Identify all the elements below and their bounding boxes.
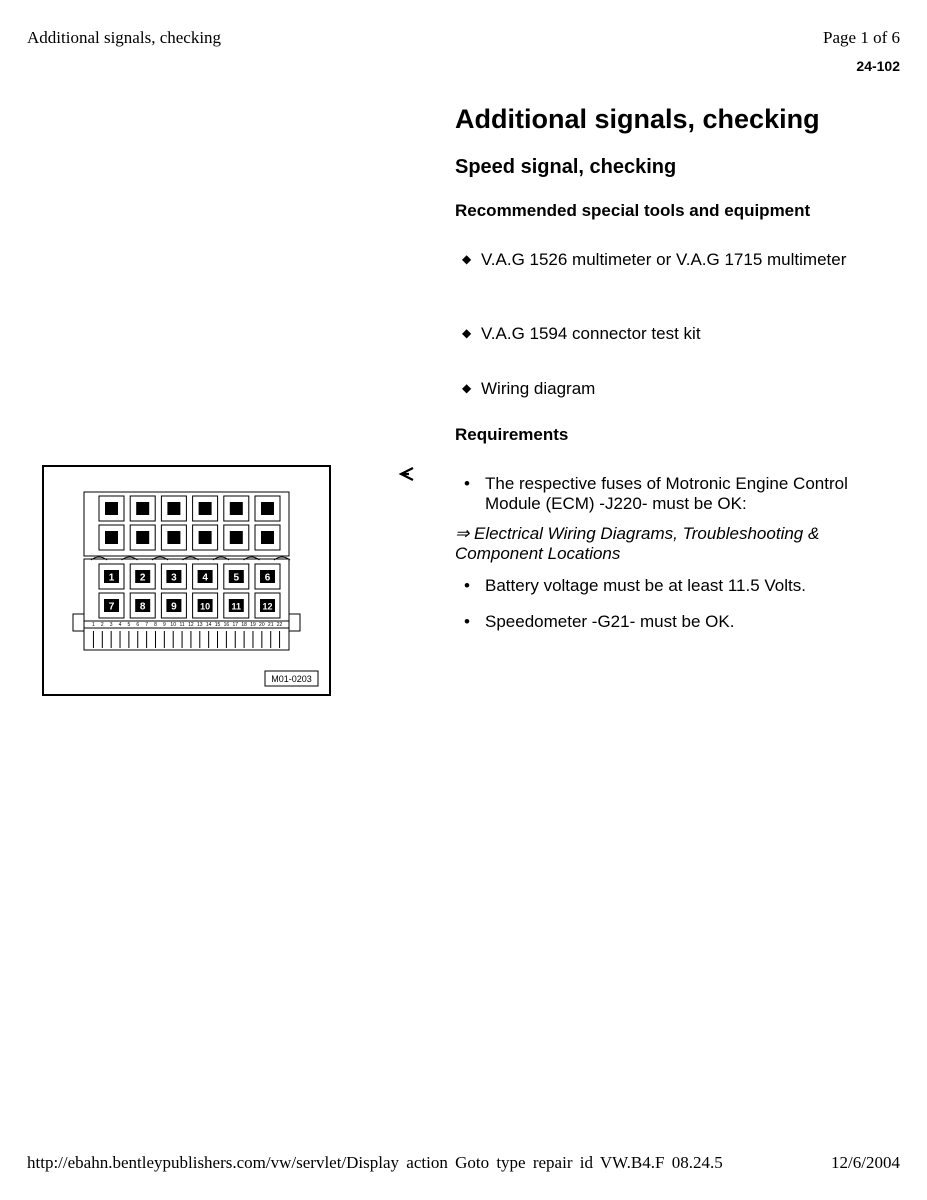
- socket-terminal: [167, 531, 180, 544]
- pin-number: 20: [259, 622, 265, 628]
- reference-text: Electrical Wiring Diagrams, Troubleshooting & Component Locations: [455, 524, 820, 563]
- pin-number: 22: [276, 622, 283, 628]
- list-item: [462, 379, 882, 399]
- relay-number: 10: [200, 601, 211, 612]
- pin-number: 16: [223, 622, 230, 628]
- relay-number: 4: [202, 572, 208, 584]
- pin-number: 14: [205, 622, 212, 628]
- socket-terminal: [261, 502, 274, 515]
- socket-terminal: [136, 502, 149, 515]
- relay-number: 12: [262, 601, 273, 612]
- section-title: Speed signal, checking: [455, 156, 677, 178]
- socket-terminal: [167, 502, 180, 515]
- pin-number: 11: [179, 622, 185, 628]
- pin-number: 21: [267, 622, 274, 628]
- relay-number: 2: [139, 572, 146, 584]
- pin-number: 17: [232, 622, 239, 628]
- list-item: [462, 324, 882, 344]
- relay-number: 5: [233, 572, 240, 584]
- socket-terminal: [136, 531, 149, 544]
- diamond-bullet-icon: ◆: [462, 381, 472, 395]
- list-item: [464, 474, 894, 514]
- relay-number: 3: [171, 572, 177, 584]
- pin-number: 15: [214, 622, 221, 628]
- header-title: Additional signals, checking: [27, 28, 222, 47]
- socket-terminal: [230, 531, 243, 544]
- pin-number: 9: [162, 622, 166, 628]
- pin-number: 18: [241, 622, 247, 628]
- diamond-bullet-icon: ◆: [462, 252, 472, 266]
- list-item-text: V.A.G 1526 multimeter or V.A.G 1715 multimeter: [481, 250, 847, 269]
- relay-number: 1: [108, 572, 115, 584]
- reference-link[interactable]: [455, 524, 895, 564]
- dot-bullet-icon: •: [464, 612, 470, 631]
- pin-number: 4: [118, 622, 122, 628]
- list-item: [462, 250, 882, 270]
- relay-number: 6: [264, 572, 271, 584]
- socket-terminal: [105, 531, 118, 544]
- list-item-text: Wiring diagram: [481, 379, 596, 398]
- relay-panel-figure: [42, 465, 331, 696]
- pin-number: 7: [145, 622, 149, 628]
- socket-terminal: [261, 531, 274, 544]
- relay-number: 7: [108, 601, 115, 613]
- pin-number: 5: [127, 622, 131, 628]
- relay-number: 8: [139, 601, 146, 613]
- pin-number: 2: [100, 622, 104, 628]
- pin-number: 19: [250, 622, 256, 628]
- diamond-bullet-icon: ◆: [462, 326, 472, 340]
- arrow-right-icon: ⇒: [455, 524, 470, 543]
- dot-bullet-icon: •: [464, 576, 470, 595]
- figure-label: M01-0203: [271, 674, 312, 684]
- pin-number: 12: [188, 622, 194, 628]
- pin-number: 1: [92, 622, 95, 628]
- list-item-text: The respective fuses of Motronic Engine Control Module (ECM) -J220- must be OK:: [485, 474, 848, 513]
- tools-heading: Recommended special tools and equipment: [455, 201, 811, 220]
- relay-panel-drawing: [44, 467, 329, 694]
- list-item-text: Battery voltage must be at least 11.5 Volts.: [485, 576, 806, 595]
- arrow-pointer-icon: [398, 465, 416, 488]
- relay-number: 11: [231, 601, 242, 612]
- pin-number: 3: [109, 622, 113, 628]
- requirements-heading: Requirements: [455, 425, 569, 444]
- socket-terminal: [105, 502, 118, 515]
- list-item: [464, 576, 894, 596]
- header-page-number: Page 1 of 6: [823, 28, 900, 47]
- pin-number: 6: [136, 622, 140, 628]
- pin-number: 8: [154, 622, 157, 628]
- page-title: Additional signals, checking: [455, 104, 820, 134]
- dot-bullet-icon: •: [464, 474, 470, 493]
- footer-date: 12/6/2004: [831, 1153, 900, 1172]
- document-number: 24-102: [856, 58, 900, 74]
- list-item-text: V.A.G 1594 connector test kit: [481, 324, 701, 343]
- pin-number: 10: [170, 622, 176, 628]
- list-item-text: Speedometer -G21- must be OK.: [485, 612, 735, 631]
- socket-terminal: [199, 502, 212, 515]
- relay-number: 9: [171, 601, 177, 613]
- list-item: [464, 612, 894, 632]
- pin-number: 13: [197, 622, 203, 628]
- socket-terminal: [230, 502, 243, 515]
- footer-url: http://ebahn.bentleypublishers.com/vw/servlet/Display action Goto type repair id VW.B4.F 08.24.5: [27, 1153, 723, 1172]
- socket-terminal: [199, 531, 212, 544]
